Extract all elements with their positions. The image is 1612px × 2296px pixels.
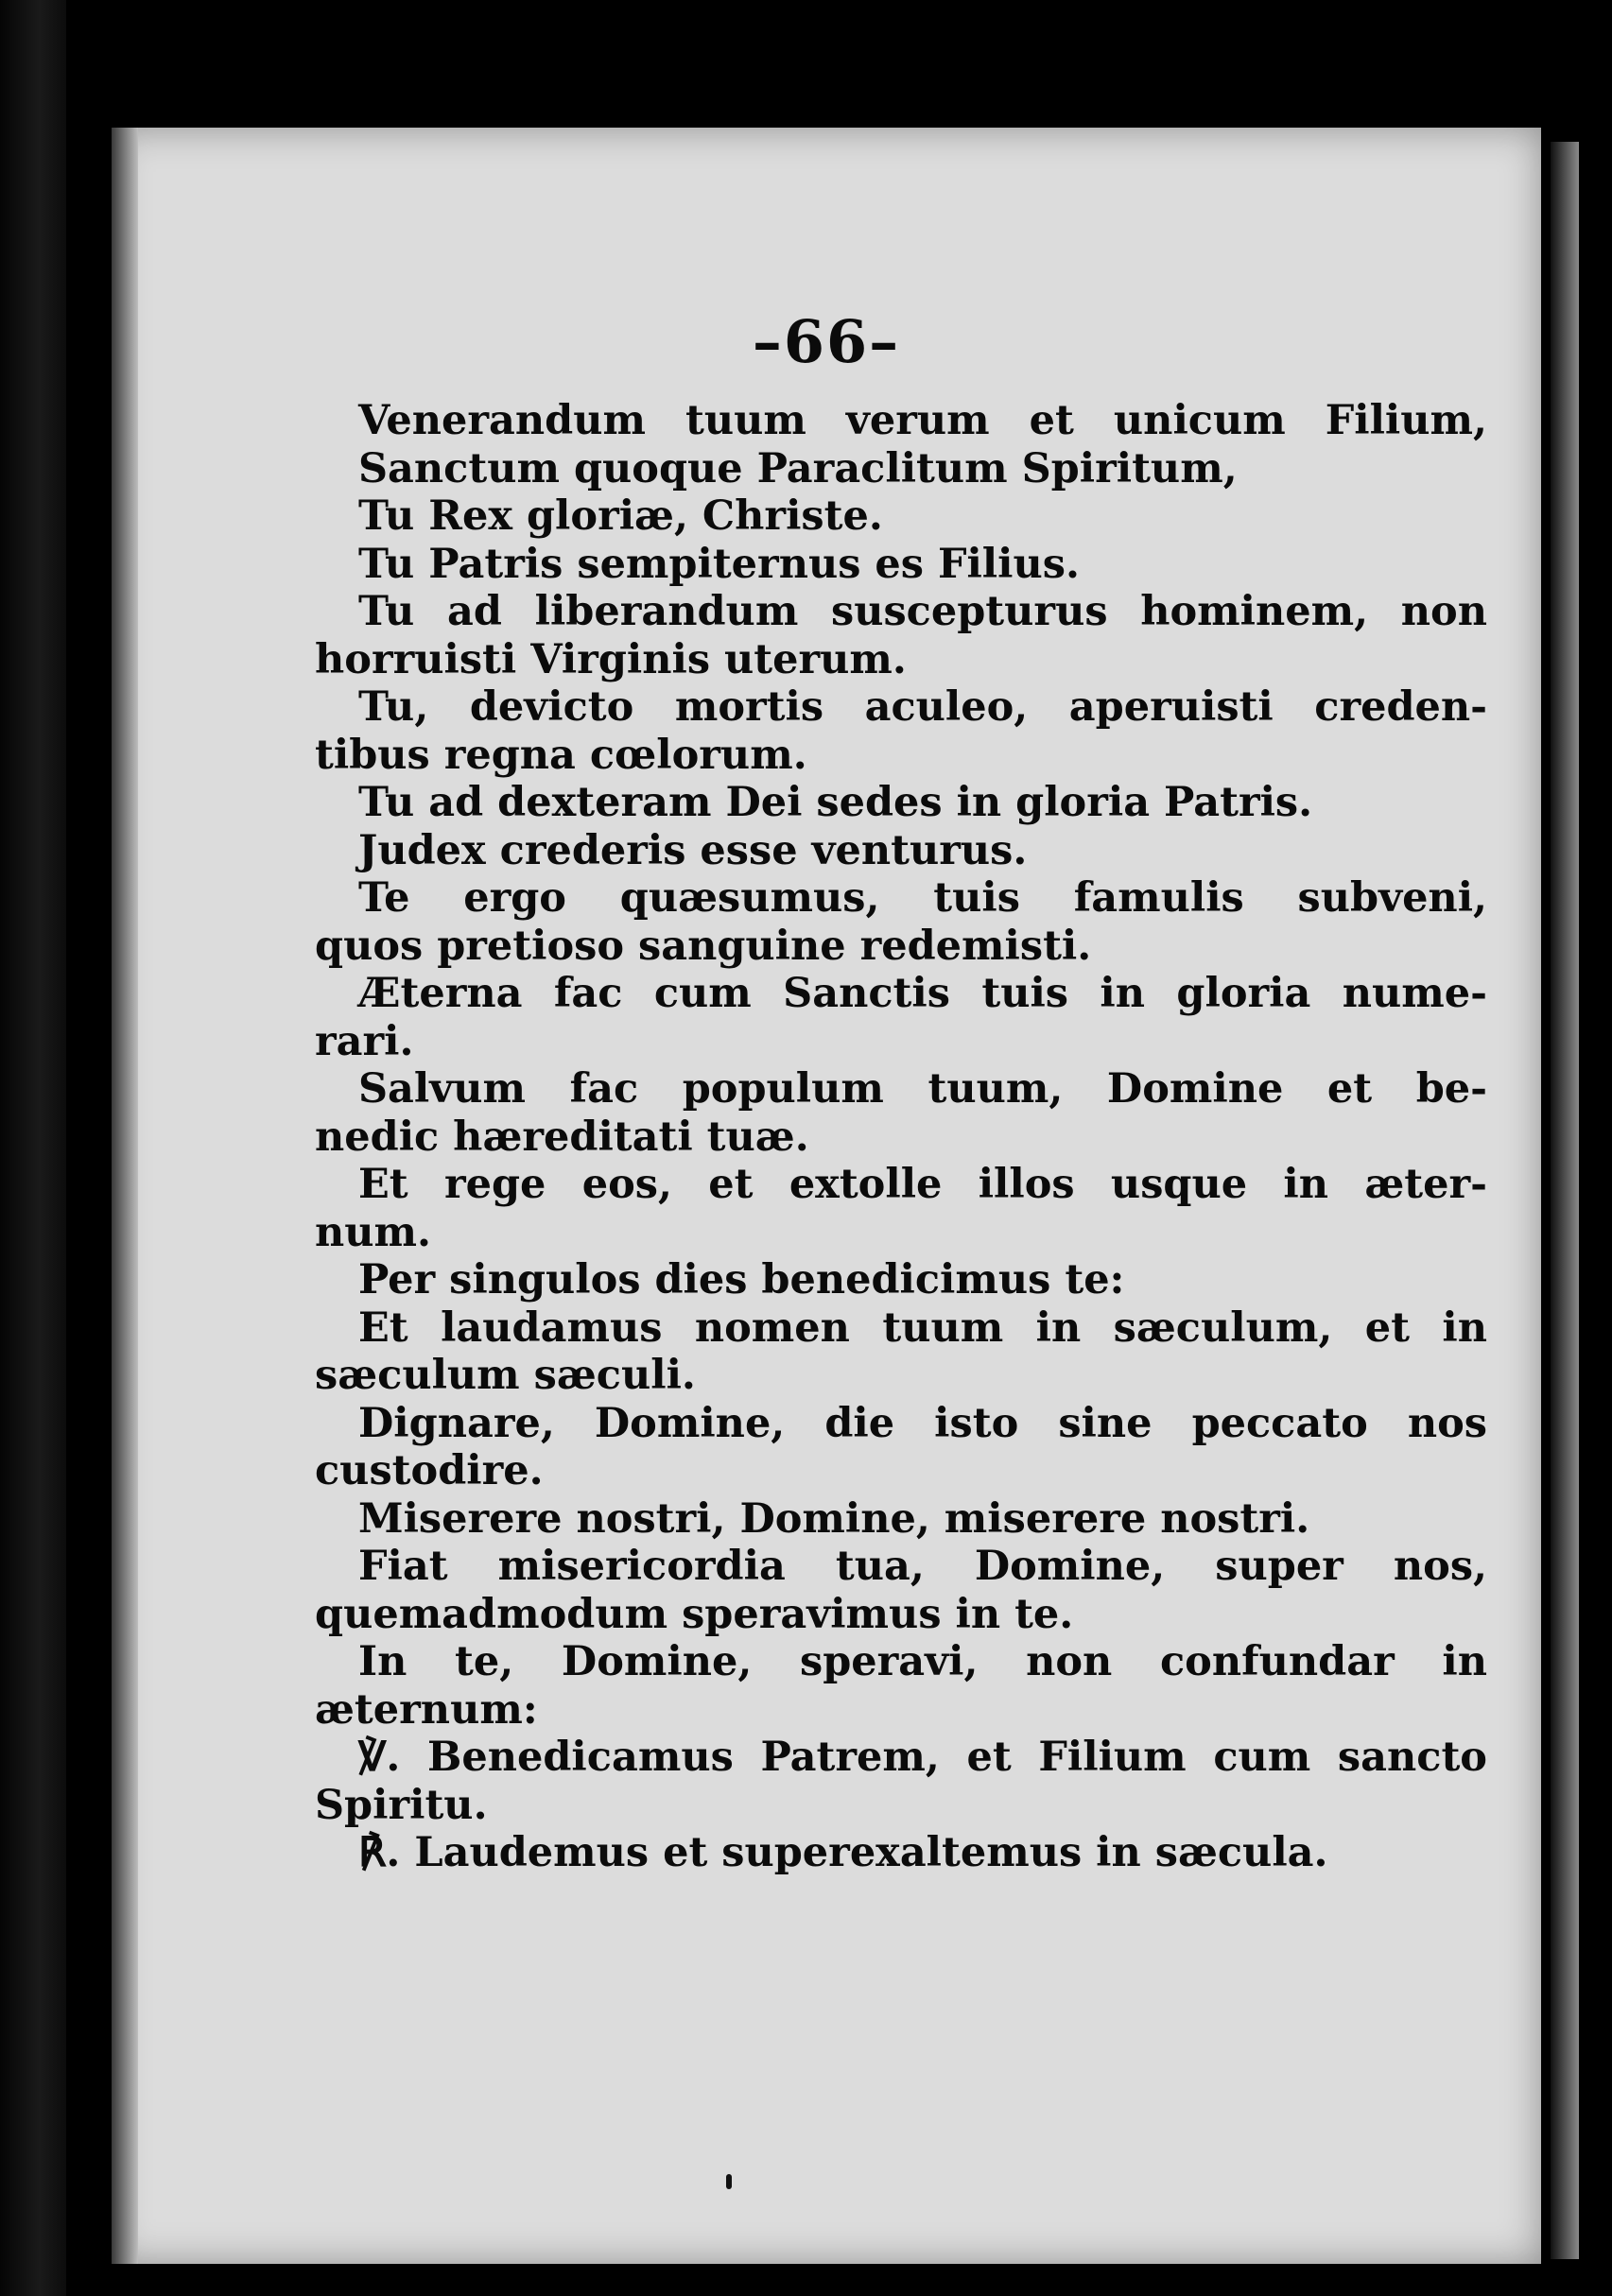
hymn-text [315, 397, 1487, 1877]
text-line: Judex crederis esse venturus. [358, 826, 1028, 874]
book-page [112, 128, 1541, 2264]
text-line: rari. [315, 1017, 414, 1065]
text-line: quemadmodum speravimus in te. [315, 1590, 1074, 1638]
text-line: Et laudamus nomen tuum in sæculum, et in [358, 1303, 1487, 1352]
text-line: ℟. Laudemus et superexaltemus in sæcula. [358, 1829, 1328, 1876]
text-line: Spiritu. [315, 1781, 488, 1829]
text-line: Et rege eos, et extolle illos usque in æter- [358, 1161, 1487, 1208]
scan-edge-left [0, 0, 66, 2296]
text-line: sæculum sæculi. [315, 1352, 696, 1399]
text-line: quos pretioso sanguine redemisti. [315, 922, 1092, 970]
text-line: tibus regna cœlorum. [315, 731, 807, 779]
page-number: –66– [752, 307, 901, 376]
text-line: Æterna fac cum Sanctis tuis in gloria nume- [358, 970, 1487, 1017]
text-line: Tu, devicto mortis aculeo, aperuisti creden- [358, 683, 1487, 731]
text-line: Tu Patris sempiternus es Filius. [358, 540, 1080, 588]
text-line: Salvum fac populum tuum, Domine et be- [358, 1065, 1487, 1113]
text-line: æternum: [315, 1685, 538, 1734]
text-line: In te, Domine, speravi, non confundar in [358, 1638, 1487, 1685]
text-line: Te ergo quæsumus, tuis famulis subveni, [358, 874, 1487, 922]
text-line: ℣. Benedicamus Patrem, et Filium cum sancto [358, 1734, 1487, 1781]
text-line: horruisti Virginis uterum. [315, 635, 907, 683]
text-line: Miserere nostri, Domine, miserere nostri. [358, 1494, 1310, 1543]
text-line: Tu ad dexteram Dei sedes in gloria Patris. [358, 779, 1313, 826]
text-line: num. [315, 1208, 431, 1256]
text-line: custodire. [315, 1447, 544, 1494]
facing-page-edge [1551, 142, 1579, 2259]
text-line: Sanctum quoque Paraclitum Spiritum, [358, 444, 1238, 492]
ink-speck [726, 2174, 732, 2189]
text-line: nedic hæreditati tuæ. [315, 1113, 809, 1161]
text-line: Tu Rex gloriæ, Christe. [358, 492, 883, 540]
text-line: Per singulos dies benedicimus te: [358, 1256, 1125, 1303]
text-line: Venerandum tuum verum et unicum Filium, [358, 397, 1487, 444]
text-line: Tu ad liberandum suscepturus hominem, non [358, 588, 1487, 635]
text-line: Dignare, Domine, die isto sine peccato nos [358, 1399, 1487, 1447]
text-line: Fiat misericordia tua, Domine, super nos, [358, 1543, 1487, 1590]
